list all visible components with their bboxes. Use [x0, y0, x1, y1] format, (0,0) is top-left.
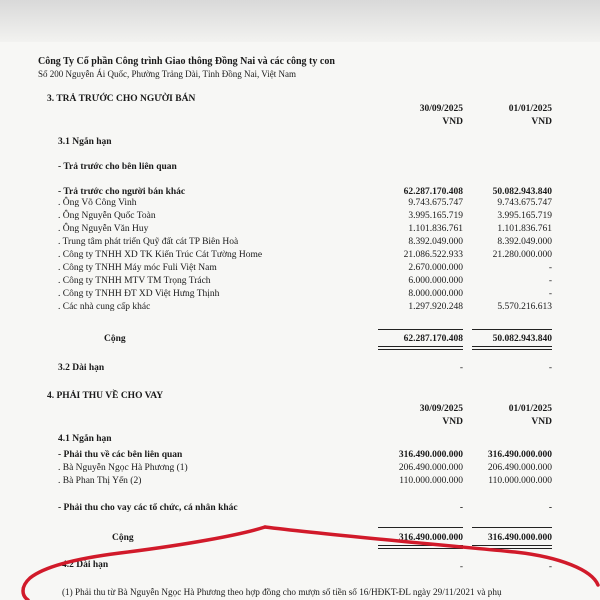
section-3-total-v2: 50.082.943.840	[492, 334, 552, 344]
loan-row-v1: 206.490.000.000	[398, 463, 463, 473]
row-v1: 1.297.920.248	[408, 302, 463, 312]
loan-row-v1: 110.000.000.000	[399, 476, 463, 486]
row-v2: -	[548, 263, 552, 273]
row-label: . Trung tâm phát triển Quỹ đất cát TP Biên Hoà	[58, 237, 239, 247]
row-v2: 21.280.000.000	[492, 250, 552, 260]
related-prepayment-label: - Trả trước cho bên liên quan	[58, 162, 177, 172]
row-v1: 21.086.522.933	[403, 250, 463, 260]
row-label: . Công ty TNHH Máy móc Fuli Việt Nam	[58, 263, 217, 273]
company-address: Số 200 Nguyễn Ái Quốc, Phường Trảng Dài, Tỉnh Đồng Nai, Việt Nam	[38, 69, 297, 79]
section-3-total-v1: 62.287.170.408	[403, 334, 463, 344]
row-v1: 2.670.000.000	[408, 263, 463, 273]
col1-date: 30/09/2025	[419, 104, 463, 114]
row-v1: 8.392.049.000	[408, 237, 463, 247]
loan-row-v2: 110.000.000.000	[488, 476, 552, 486]
col1-unit: VND	[442, 117, 463, 127]
s4-col2-date: 01/01/2025	[508, 404, 552, 414]
col2-date: 01/01/2025	[508, 104, 552, 114]
loan-row-label: . Bà Nguyễn Ngọc Hà Phương (1)	[58, 463, 188, 473]
s4-long-term-v1: -	[459, 562, 463, 572]
long-term-v2: -	[548, 363, 552, 373]
row-label: . Công ty TNHH XD TK Kiến Trúc Cát Tường Home	[58, 250, 263, 260]
footnote-1: (1) Phải thu từ Bà Nguyễn Ngọc Hà Phương theo hợp đồng cho mượn số tiền số 16/HĐKT-ĐL ngày 29/11/2021 và phụ	[62, 587, 502, 597]
other-prepayment-v1: 62.287.170.408	[403, 187, 463, 197]
other-loans-v1: -	[459, 503, 463, 513]
other-loans-label: - Phải thu cho vay các tổ chức, cá nhân khác	[58, 503, 238, 513]
row-v2: -	[548, 276, 552, 286]
row-v1: 8.000.000.000	[408, 289, 463, 299]
row-label: . Các nhà cung cấp khác	[58, 302, 151, 312]
row-v2: 8.392.049.000	[497, 237, 552, 247]
row-label: . Công ty TNHH ĐT XD Việt Hưng Thịnh	[58, 289, 220, 299]
related-loans-v2: 316.490.000.000	[487, 450, 552, 460]
s4-col1-date: 30/09/2025	[419, 404, 463, 414]
section-3-title: 3. TRẢ TRƯỚC CHO NGƯỜI BÁN	[47, 94, 196, 104]
section-4-total-label: Cộng	[112, 533, 134, 543]
other-prepayment-v2: 50.082.943.840	[492, 187, 552, 197]
subsection-3-2: 3.2 Dài hạn	[58, 363, 105, 373]
row-v1: 1.101.836.761	[408, 224, 463, 234]
loan-row-v2: 206.490.000.000	[487, 463, 552, 473]
company-name: Công Ty Cổ phần Công trình Giao thông Đồng Nai và các công ty con	[38, 56, 335, 67]
row-label: . Ông Nguyễn Quốc Toàn	[58, 211, 156, 221]
subsection-3-1: 3.1 Ngắn hạn	[58, 137, 112, 147]
col2-unit: VND	[531, 117, 552, 127]
row-label: . Công ty TNHH MTV TM Trọng Trách	[58, 276, 211, 286]
related-loans-v1: 316.490.000.000	[398, 450, 463, 460]
s4-col2-unit: VND	[531, 417, 552, 427]
row-v2: 9.743.675.747	[497, 198, 552, 208]
section-4-total-v1: 316.490.000.000	[398, 533, 463, 543]
row-v2: -	[548, 289, 552, 299]
section-4-total-v2: 316.490.000.000	[487, 533, 552, 543]
other-prepayment-label: - Trả trước cho người bán khác	[58, 187, 186, 197]
other-loans-v2: -	[548, 503, 552, 513]
row-v1: 9.743.675.747	[408, 198, 463, 208]
subsection-4-2: 4.2 Dài hạn	[62, 560, 109, 570]
row-v1: 6.000.000.000	[408, 276, 463, 286]
row-v2: 3.995.165.719	[497, 211, 552, 221]
row-label: . Ông Nguyễn Văn Huy	[58, 224, 149, 234]
s4-col1-unit: VND	[442, 417, 463, 427]
row-v2: 1.101.836.761	[497, 224, 552, 234]
row-v2: 5.570.216.613	[497, 302, 552, 312]
subsection-4-1: 4.1 Ngắn hạn	[58, 434, 112, 444]
row-label: . Ông Võ Công Vinh	[58, 198, 137, 208]
section-4-title: 4. PHẢI THU VỀ CHO VAY	[47, 391, 164, 401]
row-v1: 3.995.165.719	[408, 211, 463, 221]
long-term-v1: -	[459, 363, 463, 373]
related-loans-label: - Phải thu về các bên liên quan	[58, 450, 183, 460]
s4-long-term-v2: -	[548, 562, 552, 572]
section-3-total-label: Cộng	[104, 334, 126, 344]
loan-row-label: . Bà Phan Thị Yến (2)	[58, 476, 142, 486]
